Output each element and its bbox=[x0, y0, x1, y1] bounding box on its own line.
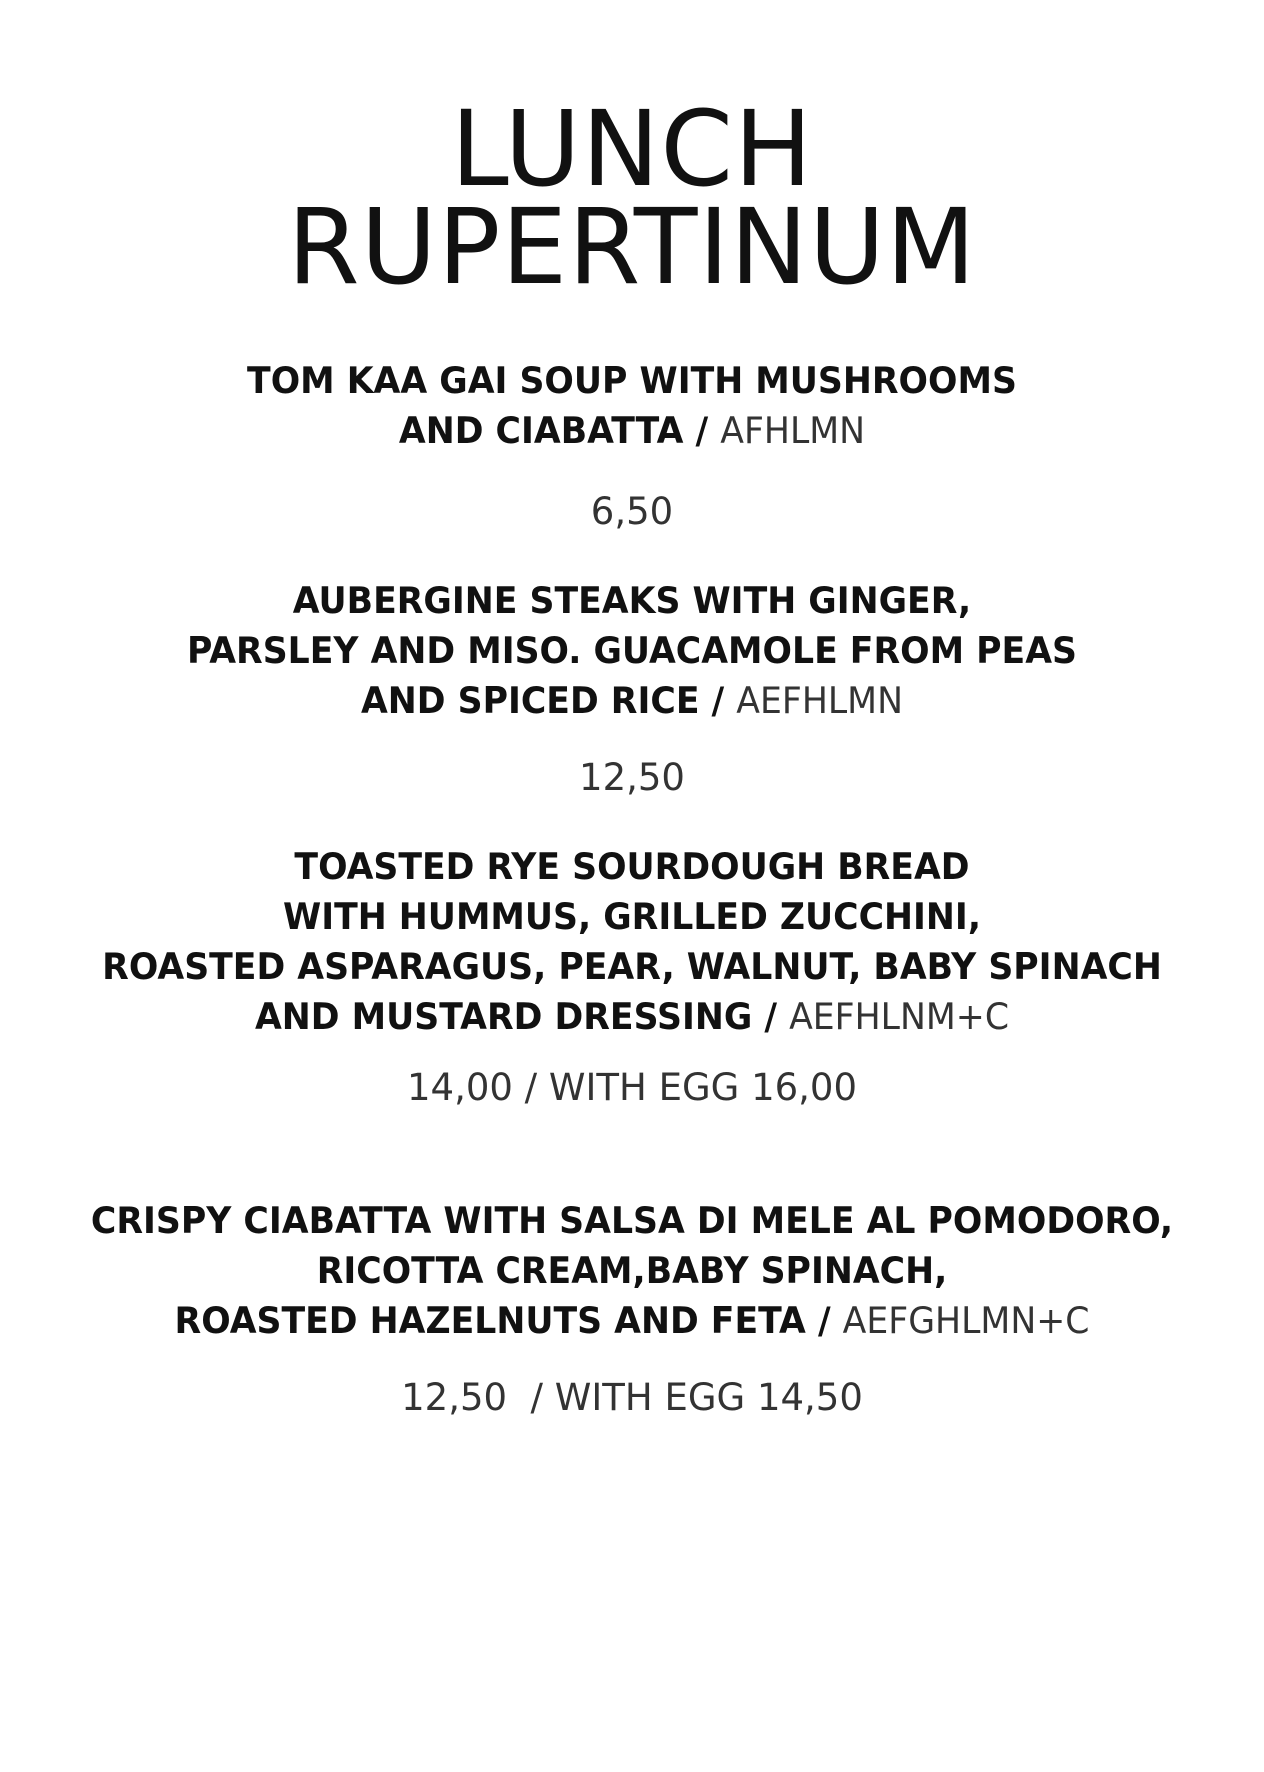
dish-description-line: TOASTED RYE SOURDOUGH BREAD bbox=[294, 845, 970, 888]
menu-item-rye-sourdough-bread bbox=[0, 842, 1264, 1042]
dish-description-line: WITH HUMMUS, GRILLED ZUCCHINI, bbox=[282, 895, 981, 938]
dish-price: 14,00 / WITH EGG 16,00 bbox=[407, 1066, 857, 1109]
allergen-codes: AEFHLMN bbox=[736, 679, 903, 722]
menu-item-tom-kaa-gai bbox=[0, 356, 1264, 456]
dish-description-line: ROASTED ASPARAGUS, PEAR, WALNUT, BABY SPINACH bbox=[102, 945, 1162, 988]
dish-description-line-last bbox=[32, 406, 1232, 456]
dish-description-line-last bbox=[32, 992, 1232, 1042]
dish-description-line-last bbox=[32, 1296, 1232, 1346]
allergen-codes: AEFHLNM+C bbox=[789, 995, 1010, 1038]
dish-description-text: ROASTED HAZELNUTS AND FETA / bbox=[174, 1299, 831, 1342]
dish-description-line: CRISPY CIABATTA WITH SALSA DI MELE AL POMODORO, bbox=[90, 1199, 1174, 1242]
dish-price: 12,50 / WITH EGG 14,50 bbox=[401, 1376, 863, 1419]
dish-description-line: RICOTTA CREAM,BABY SPINACH, bbox=[316, 1249, 948, 1292]
dish-price: 12,50 bbox=[579, 756, 685, 799]
allergen-codes: AFHLMN bbox=[720, 409, 866, 452]
dish-description-line: AUBERGINE STEAKS WITH GINGER, bbox=[292, 579, 972, 622]
allergen-codes: AEFGHLMN+C bbox=[842, 1299, 1090, 1342]
dish-description-line-last bbox=[32, 676, 1232, 726]
dish-description-text: AND SPICED RICE / bbox=[360, 679, 725, 722]
menu-title-line-2: RUPERTINUM bbox=[287, 186, 977, 308]
dish-description-text: AND MUSTARD DRESSING / bbox=[254, 995, 778, 1038]
menu-item-crispy-ciabatta bbox=[0, 1196, 1264, 1346]
menu-title bbox=[0, 88, 1264, 308]
dish-description-text: AND CIABATTA / bbox=[398, 409, 709, 452]
dish-description-line: TOM KAA GAI SOUP WITH MUSHROOMS bbox=[247, 359, 1017, 402]
dish-description-line: PARSLEY AND MISO. GUACAMOLE FROM PEAS bbox=[186, 629, 1078, 672]
dish-price: 6,50 bbox=[590, 490, 674, 533]
menu-title-line-1: LUNCH bbox=[450, 88, 814, 210]
menu-item-aubergine-steaks bbox=[0, 576, 1264, 726]
